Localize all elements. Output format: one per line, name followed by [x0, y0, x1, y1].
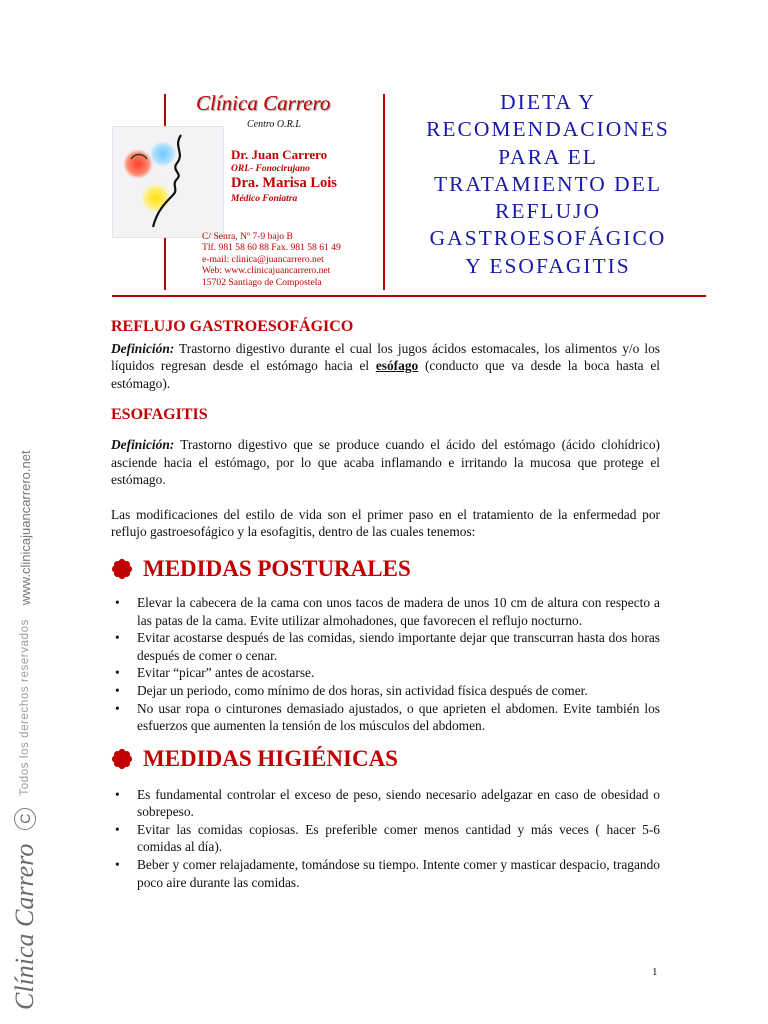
list-item: • Es fundamental controlar el exceso de peso, siendo necesario adelgazar en caso de obesidad o sobrepeso.: [111, 786, 660, 821]
title-line: TRATAMIENTO DEL: [434, 171, 662, 196]
title-line: PARA EL: [498, 144, 598, 169]
posturales-heading: [111, 558, 660, 580]
reflujo-heading: REFLUJO GASTROESOFÁGICO: [111, 318, 354, 335]
list-item: • Dejar un periodo, como mínimo de dos horas, sin actividad física después de comer.: [111, 682, 660, 700]
title-line: RECOMENDACIONES: [426, 117, 670, 142]
flower-bullet-icon: [111, 748, 133, 770]
definition-text: (conducto que va desde la boca hasta el estómago).: [111, 358, 660, 391]
doctor1-title: ORL- Fonocirujano: [231, 164, 310, 174]
list-item: • Beber y comer relajadamente, tomándose su tiempo. Intente comer y masticar despacio, tragando poco aire durante las comidas.: [111, 856, 660, 891]
definition-label: Definición:: [111, 340, 175, 356]
document-title: [394, 89, 702, 280]
esofagitis-heading: ESOFAGITIS: [111, 406, 208, 424]
address-line: Tlf. 981 58 60 88 Fax. 981 58 61 49: [202, 242, 341, 254]
list-item: • Elevar la cabecera de la cama con unos tacos de madera de unos 10 cm de altura con respecto a las patas de la cama. Evite utilizar almohadones, que favorecen el reflujo nocturno.: [111, 594, 660, 629]
title-line: REFLUJO: [495, 199, 601, 224]
doctor1-name: Dr. Juan Carrero: [231, 147, 328, 162]
list-item: • Evitar las comidas copiosas. Es preferible comer menos cantidad y más veces ( hacer 5-6 comidas al día).: [111, 821, 660, 856]
flower-bullet-icon: [111, 558, 133, 580]
definition-text: Trastorno digestivo durante el cual los jugos ácidos estomacales, los alimentos y/o los líquidos regresan desde el estómago hacia el: [111, 340, 660, 374]
title-line: GASTROESOFÁGICO: [429, 226, 667, 251]
definition-label: Definición:: [111, 436, 175, 452]
header-divider-bottom: [112, 295, 706, 297]
definition-text: Trastorno digestivo que se produce cuando el ácido del estómago (ácido clohídrico) asciende hacia el estómago, por lo que acaba inflamando e irritando la mucosa que protege el estómago.: [111, 436, 660, 488]
title-line: DIETA Y: [500, 90, 596, 114]
list-item: • No usar ropa o cinturones demasiado ajustados, o que aprieten el abdomen. Evite también los esfuerzos que aumenten la tensión de los músculos del abdomen.: [111, 700, 660, 735]
page-number: 1: [652, 966, 658, 978]
document-body: [111, 318, 660, 891]
higienicas-heading-text: MEDIDAS HIGIÉNICAS: [143, 745, 398, 771]
address-line: e-mail: clinica@juancarrero.net: [202, 253, 324, 265]
clinic-name: Clínica Carrero: [196, 91, 331, 115]
face-profile-icon: [113, 127, 223, 237]
centro-label: Centro O.R.L: [247, 119, 301, 130]
reflujo-definition: [111, 340, 660, 393]
intro-paragraph: Las modificaciones del estilo de vida son el primer paso en el tratamiento de la enfermedad por reflujo gastroesofágico y la esofagitis, dentro de las cuales tenemos:: [111, 506, 660, 540]
doctor2-title: Médico Foniatra: [231, 194, 298, 204]
esofagitis-definition: [111, 436, 660, 489]
doctor2-name: Dra. Marisa Lois: [231, 175, 337, 191]
posturales-list: [111, 594, 660, 735]
esofago-term: esófago: [375, 358, 419, 374]
side-rights: Todos los derechos reservados: [19, 619, 31, 796]
clinic-address: [202, 231, 341, 288]
side-brand: Clínica Carrero: [10, 843, 39, 1010]
address-line: Web: www.clinicajuancarrero.net: [202, 265, 331, 277]
higienicas-heading: [111, 745, 660, 771]
side-website: www.clinicajuancarrero.net: [17, 450, 33, 606]
higienicas-list: [111, 786, 660, 892]
side-watermark: [10, 210, 40, 1010]
title-line: Y ESOFAGITIS: [465, 253, 631, 278]
posturales-heading-text: MEDIDAS POSTURALES: [143, 556, 411, 582]
address-line: 15702 Santiago de Compostela: [202, 276, 322, 288]
header-divider-right: [383, 94, 385, 290]
address-line: C/ Senra, Nº 7-9 bajo B: [202, 231, 293, 242]
clinic-logo: [112, 126, 224, 238]
list-item: • Evitar acostarse después de las comidas, siendo importante dejar que transcurran hasta dos horas después de comer o cenar.: [111, 629, 660, 664]
list-item: • Evitar “picar” antes de acostarse.: [111, 664, 660, 682]
copyright-icon: C: [14, 808, 36, 830]
